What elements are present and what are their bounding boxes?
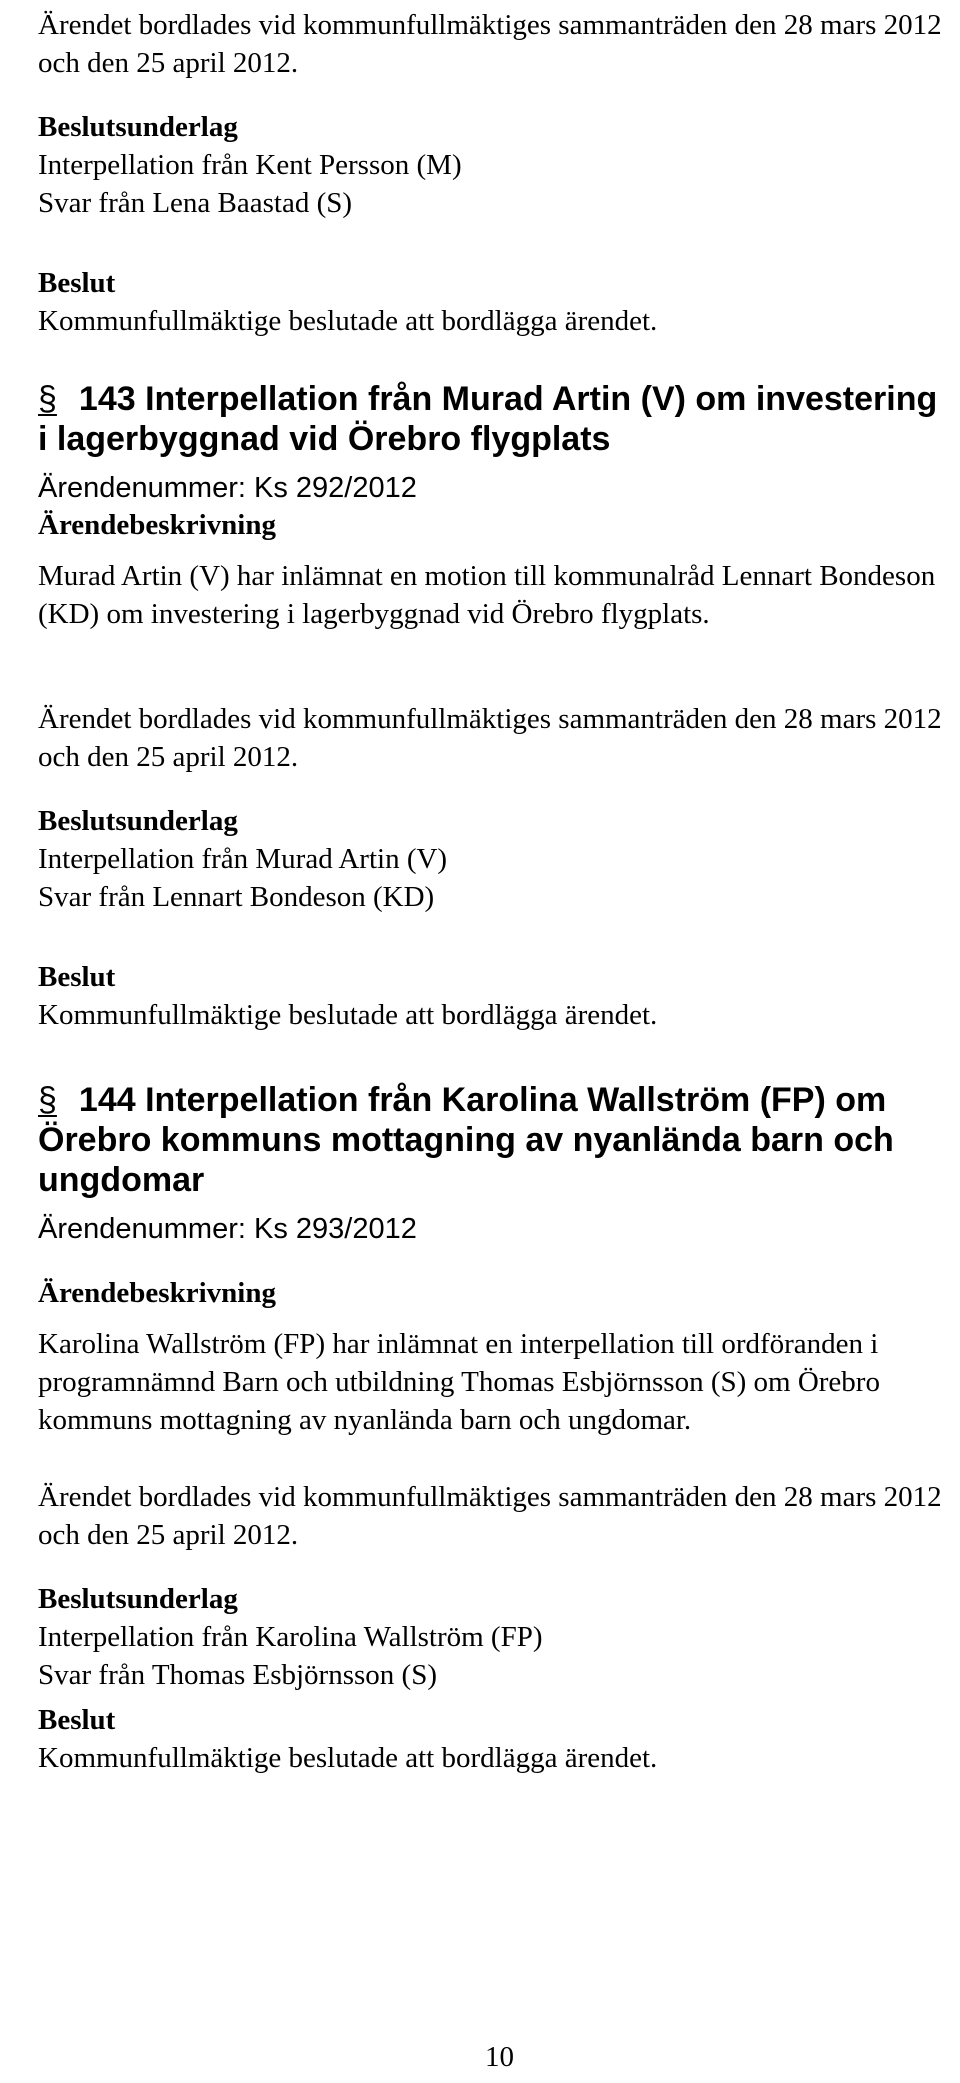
case-number: Ärendenummer: Ks 292/2012 <box>38 472 417 504</box>
top-underlag-block <box>38 108 953 222</box>
underlag-item: Svar från Thomas Esbjörnsson (S) <box>38 1659 437 1691</box>
case-number: Ärendenummer: Ks 293/2012 <box>38 1213 417 1245</box>
paragraph-sign: § <box>38 1081 57 1119</box>
beslut-text: Kommunfullmäktige beslutade att bordlägga ärendet. <box>38 305 658 337</box>
beslut-heading: Beslut <box>38 961 116 993</box>
section-143-status <box>38 700 953 776</box>
section-143-heading <box>38 379 953 459</box>
underlag-item: Interpellation från Karolina Wallström (FP) <box>38 1621 543 1653</box>
underlag-item: Svar från Lennart Bondeson (KD) <box>38 881 435 913</box>
section-144-beslut <box>38 1701 953 1777</box>
status-text: Ärendet bordlades vid kommunfullmäktiges sammanträden den 28 mars 2012 och den 25 april 2012. <box>38 1481 942 1551</box>
description-text: Murad Artin (V) har inlämnat en motion till kommunalråd Lennart Bondeson (KD) om investering i lagerbyggnad vid Örebro flygplats. <box>38 560 936 630</box>
underlag-heading: Beslutsunderlag <box>38 111 238 143</box>
section-title <box>38 379 953 459</box>
section-143-underlag <box>38 802 953 916</box>
underlag-heading: Beslutsunderlag <box>38 1583 238 1615</box>
description-text: Karolina Wallström (FP) har inlämnat en interpellation till ordföranden i programnämnd Barn och utbildning Thomas Esbjörnsson (S) om Örebro kommuns mottagning av nyanlända barn och ungdomar. <box>38 1328 880 1436</box>
beslut-text: Kommunfullmäktige beslutade att bordlägga ärendet. <box>38 1742 658 1774</box>
top-status-block <box>38 6 953 82</box>
status-text: Ärendet bordlades vid kommunfullmäktiges sammanträden den 28 mars 2012 och den 25 april 2012. <box>38 703 942 773</box>
beslut-text: Kommunfullmäktige beslutade att bordlägga ärendet. <box>38 999 658 1031</box>
section-144-heading <box>38 1080 953 1200</box>
page-number: 10 <box>485 2041 514 2073</box>
section-144-underlag <box>38 1580 953 1694</box>
section-143-case-number <box>38 469 953 507</box>
section-title-text: 144 Interpellation från Karolina Wallström (FP) om Örebro kommuns mottagning av nyanlända barn och ungdomar <box>38 1081 894 1199</box>
section-title <box>38 1080 953 1200</box>
section-144-status <box>38 1478 953 1554</box>
top-beslut-block <box>38 264 953 340</box>
underlag-item: Svar från Lena Baastad (S) <box>38 187 353 219</box>
status-text: Ärendet bordlades vid kommunfullmäktiges sammanträden den 28 mars 2012 och den 25 april 2012. <box>38 9 942 79</box>
description-heading: Ärendebeskrivning <box>38 509 276 541</box>
section-144-description <box>38 1274 953 1439</box>
underlag-heading: Beslutsunderlag <box>38 805 238 837</box>
paragraph-sign: § <box>38 380 57 418</box>
section-title-text: 143 Interpellation från Murad Artin (V) om investering i lagerbyggnad vid Örebro flygplats <box>38 380 938 458</box>
section-143-description <box>38 506 953 633</box>
beslut-heading: Beslut <box>38 1704 116 1736</box>
underlag-item: Interpellation från Kent Persson (M) <box>38 149 462 181</box>
description-heading: Ärendebeskrivning <box>38 1277 276 1309</box>
section-144-case-number <box>38 1210 953 1248</box>
underlag-item: Interpellation från Murad Artin (V) <box>38 843 448 875</box>
section-143-beslut <box>38 958 953 1034</box>
beslut-heading: Beslut <box>38 267 116 299</box>
